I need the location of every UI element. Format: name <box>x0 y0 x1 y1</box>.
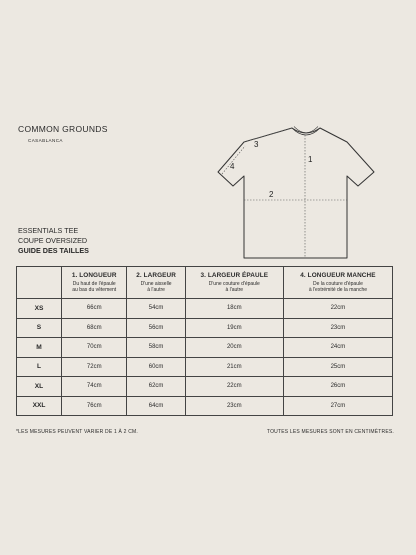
brand-name: COMMON GROUNDS <box>18 124 108 134</box>
size-label: XXL <box>17 396 62 416</box>
table-cell: 19cm <box>185 318 283 338</box>
label-3: 3 <box>254 140 259 149</box>
size-label: L <box>17 357 62 377</box>
table-cell: 54cm <box>127 299 185 319</box>
units-note: TOUTES LES MESURES SONT EN CENTIMÈTRES. <box>266 429 394 435</box>
table-cell: 18cm <box>185 299 283 319</box>
size-label: XS <box>17 299 62 319</box>
table-cell: 66cm <box>62 299 127 319</box>
table-cell: 62cm <box>127 377 185 397</box>
label-1: 1 <box>308 155 313 164</box>
size-table <box>16 266 393 416</box>
table-cell: 23cm <box>185 396 283 416</box>
product-info <box>18 226 89 256</box>
table-row <box>17 299 393 319</box>
table-cell: 70cm <box>62 338 127 358</box>
tshirt-diagram <box>212 118 402 266</box>
tshirt-collar <box>292 128 320 135</box>
table-cell: 60cm <box>127 357 185 377</box>
size-label: M <box>17 338 62 358</box>
product-name: ESSENTIALS TEE <box>18 226 79 235</box>
size-label: XL <box>17 377 62 397</box>
table-cell: 26cm <box>283 377 392 397</box>
table-cell: 20cm <box>185 338 283 358</box>
table-row <box>17 396 393 416</box>
table-cell: 74cm <box>62 377 127 397</box>
brand-city: CASABLANCA <box>28 138 63 143</box>
table-row <box>17 377 393 397</box>
corner-cell <box>17 267 62 299</box>
table-header-row <box>17 267 393 299</box>
table-cell: 21cm <box>185 357 283 377</box>
table-cell: 76cm <box>62 396 127 416</box>
guide-title: GUIDE DES TAILLES <box>18 246 89 255</box>
label-2: 2 <box>269 190 274 199</box>
table-cell: 25cm <box>283 357 392 377</box>
label-4: 4 <box>230 162 235 171</box>
table-cell: 64cm <box>127 396 185 416</box>
table-cell: 24cm <box>283 338 392 358</box>
variance-note: *LES MESURES PEUVENT VARIER DE 1 À 2 CM. <box>16 429 139 435</box>
table-cell: 72cm <box>62 357 127 377</box>
table-cell: 22cm <box>283 299 392 319</box>
table-cell: 56cm <box>127 318 185 338</box>
column-header-length: 1. LONGUEUR Du haut de l'épaule au bas du vêtement <box>62 267 127 299</box>
table-row <box>17 357 393 377</box>
table-cell: 27cm <box>283 396 392 416</box>
column-header-sleeve: 4. LONGUEUR MANCHE De la couture d'épaule à l'extrémité de la manche <box>283 267 392 299</box>
shoulder-line <box>244 128 292 142</box>
tshirt-outline <box>218 128 374 258</box>
column-header-shoulder: 3. LARGEUR ÉPAULE D'une couture d'épaule à l'autre <box>185 267 283 299</box>
table-row <box>17 338 393 358</box>
size-label: S <box>17 318 62 338</box>
table-cell: 58cm <box>127 338 185 358</box>
product-fit: COUPE OVERSIZED <box>18 236 88 245</box>
table-cell: 68cm <box>62 318 127 338</box>
column-header-width: 2. LARGEUR D'une aisselle à l'autre <box>127 267 185 299</box>
table-row <box>17 318 393 338</box>
table-cell: 23cm <box>283 318 392 338</box>
table-cell: 22cm <box>185 377 283 397</box>
